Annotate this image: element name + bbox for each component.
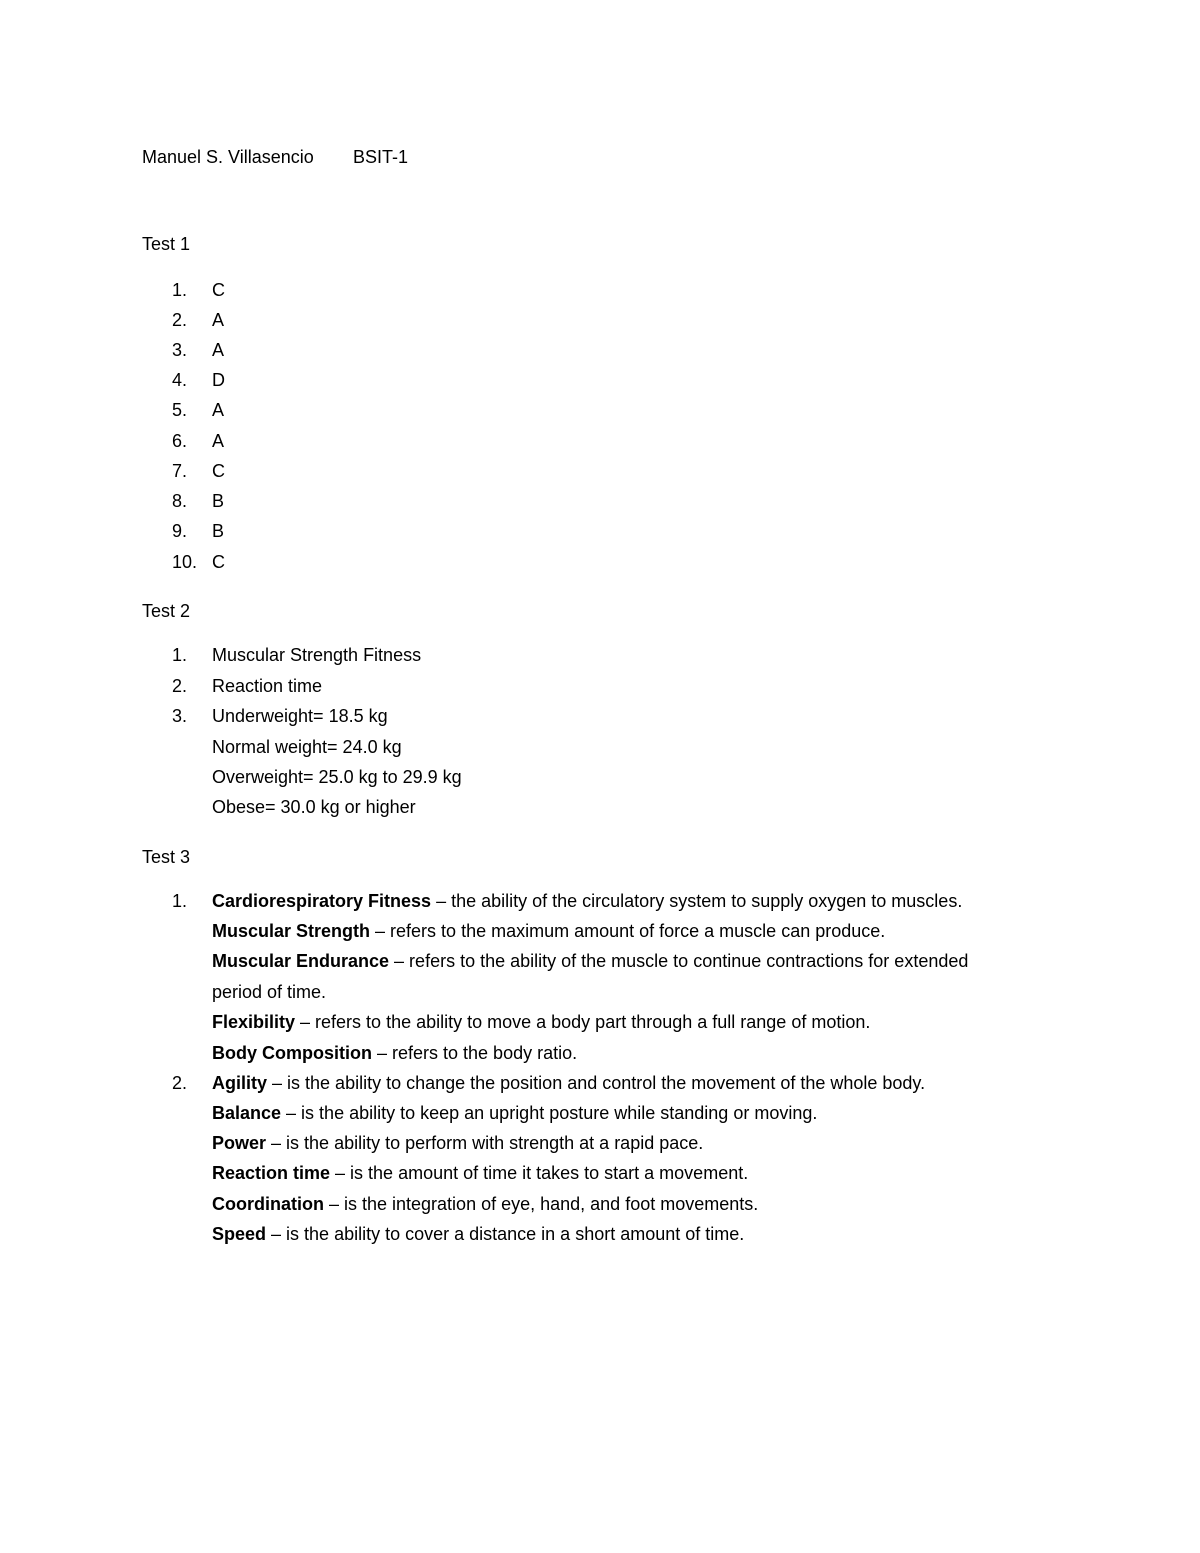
- definition-text: – refers to the ability to move a body part through a full range of motion.: [295, 1012, 871, 1032]
- definition-term: Muscular Strength: [212, 921, 371, 941]
- item-number: 9.: [172, 521, 188, 541]
- item-number: 4.: [172, 370, 188, 390]
- definition: [212, 1013, 870, 1031]
- definition-text: – refers to the maximum amount of force a muscle can produce.: [370, 921, 886, 941]
- item-answer: A: [212, 431, 225, 451]
- definition-text: – is the integration of eye, hand, and foot movements.: [323, 1194, 759, 1214]
- definition-term: Power: [212, 1133, 267, 1153]
- definition-text: – the ability of the circulatory system to supply oxygen to muscles.: [431, 891, 963, 911]
- definition: [212, 1104, 817, 1122]
- test1-title: Test 1: [142, 234, 191, 254]
- definition: [212, 1195, 758, 1213]
- definition: [212, 1134, 703, 1152]
- item-number: 1.: [172, 891, 188, 911]
- test2-title: Test 2: [142, 601, 191, 621]
- definition-text: – is the ability to change the position and control the movement of the whole body.: [267, 1073, 926, 1093]
- item-answer: A: [212, 400, 225, 420]
- definition: [212, 952, 968, 970]
- item-answer: C: [212, 280, 225, 300]
- item-number: 3.: [172, 706, 188, 726]
- item-number: 10.: [172, 552, 198, 572]
- item-number: 6.: [172, 431, 188, 451]
- item-number: 2.: [172, 676, 188, 696]
- definition-term: Balance: [212, 1103, 282, 1123]
- definition-text: – refers to the ability of the muscle to continue contractions for extended: [389, 951, 969, 971]
- item-answer: B: [212, 521, 225, 541]
- item-answer: C: [212, 552, 225, 572]
- definition-term: Flexibility: [212, 1012, 296, 1032]
- definition-term: Agility: [212, 1073, 268, 1093]
- definition-text: period of time.: [212, 982, 327, 1002]
- definition-text: – is the ability to keep an upright posture while standing or moving.: [281, 1103, 818, 1123]
- definition: [212, 1044, 577, 1062]
- definition: [212, 1164, 748, 1182]
- definition: [212, 922, 885, 940]
- item-number: 3.: [172, 340, 188, 360]
- test3-title: Test 3: [142, 847, 191, 867]
- definition-term: Body Composition: [212, 1043, 372, 1063]
- item-answer-line: Obese= 30.0 kg or higher: [212, 797, 416, 817]
- definition-text: – is the ability to cover a distance in a short amount of time.: [266, 1224, 745, 1244]
- definition: [212, 1074, 925, 1092]
- definition-text: – refers to the body ratio.: [372, 1043, 578, 1063]
- definition: [212, 892, 962, 910]
- item-number: 1.: [172, 645, 188, 665]
- item-answer-line: Overweight= 25.0 kg to 29.9 kg: [212, 767, 462, 787]
- item-number: 5.: [172, 400, 188, 420]
- item-number: 2.: [172, 310, 188, 330]
- definition: [212, 1225, 744, 1243]
- item-number: 2.: [172, 1073, 188, 1093]
- item-answer: D: [212, 370, 225, 390]
- item-answer: Muscular Strength Fitness: [212, 645, 422, 665]
- item-answer: Reaction time: [212, 676, 323, 696]
- definition-text: – is the amount of time it takes to start a movement.: [330, 1163, 749, 1183]
- item-answer: A: [212, 310, 225, 330]
- student-name: Manuel S. Villasencio: [142, 147, 314, 167]
- item-number: 1.: [172, 280, 188, 300]
- item-answer: C: [212, 461, 225, 481]
- item-answer-line: Normal weight= 24.0 kg: [212, 737, 402, 757]
- student-section: BSIT-1: [353, 147, 409, 167]
- definition-term: Speed: [212, 1224, 267, 1244]
- item-number: 8.: [172, 491, 188, 511]
- item-answer: A: [212, 340, 225, 360]
- item-answer: Underweight= 18.5 kg: [212, 706, 388, 726]
- item-answer: B: [212, 491, 225, 511]
- definition-continuation: [212, 983, 326, 1001]
- definition-text: – is the ability to perform with strength at a rapid pace.: [266, 1133, 704, 1153]
- definition-term: Cardiorespiratory Fitness: [212, 891, 432, 911]
- definition-term: Coordination: [212, 1194, 324, 1214]
- item-number: 7.: [172, 461, 188, 481]
- definition-term: Reaction time: [212, 1163, 331, 1183]
- definition-term: Muscular Endurance: [212, 951, 390, 971]
